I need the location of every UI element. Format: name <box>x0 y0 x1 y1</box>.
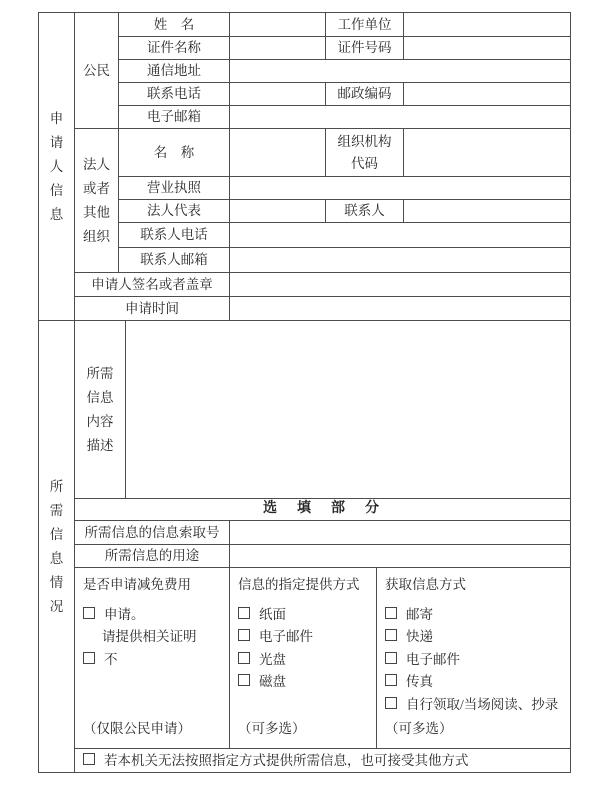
email-label: 电子邮箱 <box>119 106 230 129</box>
post-option-label: 邮寄 <box>406 606 433 622</box>
no-checkbox-icon[interactable] <box>83 652 95 664</box>
content-description-label <box>75 321 126 499</box>
cert-name-input-cell[interactable] <box>230 37 326 60</box>
name-input-cell[interactable] <box>230 13 326 37</box>
signature-input-cell[interactable] <box>230 273 571 297</box>
self-pickup-option-label: 自行领取/当场阅读、抄录 <box>406 696 559 712</box>
obtain-method-option <box>385 694 568 717</box>
applicant-info-table <box>38 12 571 321</box>
mail-address-label: 通信地址 <box>119 60 230 83</box>
provide-method-title: 信息的指定提供方式 <box>238 577 360 592</box>
apply-time-label: 申请时间 <box>75 297 230 321</box>
obtain-method-option <box>385 626 568 649</box>
provide-method-footnote: （可多选） <box>238 720 306 736</box>
fallback-option-label: 若本机关无法按照指定方式提供所需信息，也可接受其他方式 <box>104 752 469 768</box>
post-checkbox-icon[interactable] <box>385 607 397 619</box>
required-info-section-label-text: 所需信息情况 <box>49 478 64 614</box>
provide-method-option <box>238 649 374 672</box>
org-code-label-text: 组织机构代码 <box>337 133 392 171</box>
email-option-label: 电子邮件 <box>259 629 313 644</box>
content-description-label-text: 所需信息内容描述 <box>86 365 114 453</box>
contact-phone-input-cell[interactable] <box>230 223 571 248</box>
provide-method-option <box>238 604 374 627</box>
express-checkbox-icon[interactable] <box>385 629 397 641</box>
org-group-label <box>75 129 119 273</box>
contact-email-label: 联系人邮箱 <box>119 248 230 273</box>
phone-label: 联系电话 <box>119 83 230 106</box>
org-code-input-cell[interactable] <box>404 129 571 177</box>
index-number-label: 所需信息的信息索取号 <box>75 521 230 545</box>
cd-option-label: 光盘 <box>259 651 286 667</box>
self-pickup-checkbox-icon[interactable] <box>385 697 397 709</box>
index-number-input-cell[interactable] <box>230 521 571 545</box>
business-license-label: 营业执照 <box>119 177 230 200</box>
postal-code-label: 邮政编码 <box>326 83 404 106</box>
fallback-option-cell <box>75 749 571 773</box>
cd-checkbox-icon[interactable] <box>238 652 250 664</box>
provide-method-cell <box>230 568 377 749</box>
obtain-method-option <box>385 671 568 694</box>
fallback-checkbox-icon[interactable] <box>83 753 95 765</box>
obtain-email-checkbox-icon[interactable] <box>385 652 397 664</box>
obtain-method-option <box>385 649 568 672</box>
work-unit-input-cell[interactable] <box>404 13 571 37</box>
signature-label: 申请人签名或者盖章 <box>75 273 230 297</box>
email-checkbox-icon[interactable] <box>238 629 250 641</box>
phone-input-cell[interactable] <box>230 83 326 106</box>
obtain-method-option <box>385 604 568 627</box>
fee-reduction-option-apply <box>83 604 227 627</box>
apply-time-input-cell[interactable] <box>230 297 571 321</box>
cert-name-label: 证件名称 <box>119 37 230 60</box>
purpose-label: 所需信息的用途 <box>75 545 230 568</box>
required-info-section-label <box>39 321 75 773</box>
contact-email-input-cell[interactable] <box>230 248 571 273</box>
required-info-table <box>38 320 571 773</box>
business-license-input-cell[interactable] <box>230 177 571 200</box>
obtain-method-title: 获取信息方式 <box>385 577 466 592</box>
contact-person-input-cell[interactable] <box>404 200 571 223</box>
applicant-section-label-text: 申请人信息 <box>49 110 64 222</box>
org-group-label-text: 法人或者其他组织 <box>83 156 110 244</box>
legal-representative-label: 法人代表 <box>119 200 230 223</box>
work-unit-label: 工作单位 <box>326 13 404 37</box>
legal-representative-input-cell[interactable] <box>230 200 326 223</box>
paper-option-label: 纸面 <box>259 606 286 622</box>
postal-code-input-cell[interactable] <box>404 83 571 106</box>
paper-checkbox-icon[interactable] <box>238 607 250 619</box>
applicant-section-label <box>39 13 75 321</box>
contact-person-label: 联系人 <box>326 200 404 223</box>
provide-method-option <box>238 626 374 649</box>
apply-checkbox-icon[interactable] <box>83 607 95 619</box>
citizen-group-label: 公民 <box>75 13 119 129</box>
fee-reduction-option-no <box>83 649 227 672</box>
fax-option-label: 传真 <box>406 674 433 689</box>
fee-reduction-cell <box>75 568 230 749</box>
org-code-label <box>326 129 404 177</box>
mail-address-input-cell[interactable] <box>230 60 571 83</box>
optional-part-header: 选 填 部 分 <box>75 499 571 521</box>
no-option-label: 不 <box>104 651 118 667</box>
provide-method-option <box>238 671 374 694</box>
cert-number-input-cell[interactable] <box>404 37 571 60</box>
org-name-label: 名 称 <box>119 129 230 177</box>
contact-phone-label: 联系人电话 <box>119 223 230 248</box>
disk-checkbox-icon[interactable] <box>238 674 250 686</box>
fee-reduction-footnote: （仅限公民申请） <box>83 720 191 736</box>
name-label: 姓 名 <box>119 13 230 37</box>
fee-reduction-title: 是否申请减免费用 <box>83 577 191 592</box>
fee-reduction-apply-note: 请提供相关证明 <box>102 629 197 644</box>
purpose-input-cell[interactable] <box>230 545 571 568</box>
disk-option-label: 磁盘 <box>259 674 286 689</box>
obtain-method-cell <box>377 568 571 749</box>
email-input-cell[interactable] <box>230 106 571 129</box>
fax-checkbox-icon[interactable] <box>385 674 397 686</box>
cert-number-label: 证件号码 <box>326 37 404 60</box>
express-option-label: 快递 <box>406 629 433 644</box>
content-description-input-cell[interactable] <box>126 321 571 499</box>
obtain-email-option-label: 电子邮件 <box>406 651 460 667</box>
apply-option-label: 申请。 <box>104 606 145 622</box>
obtain-method-footnote: （可多选） <box>385 720 453 736</box>
org-name-input-cell[interactable] <box>230 129 326 177</box>
